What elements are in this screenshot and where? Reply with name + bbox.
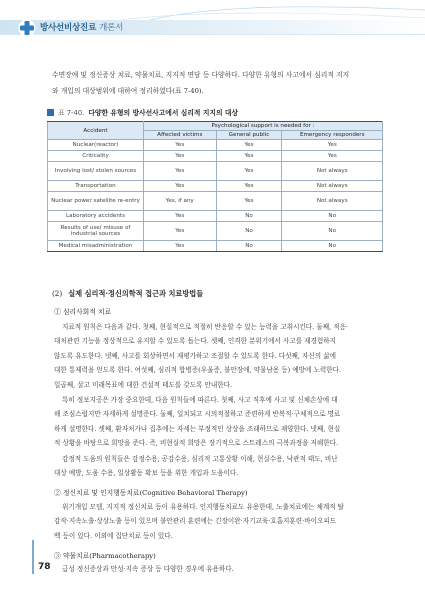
cell-public: Yes	[216, 192, 282, 211]
cell-responders: No	[282, 222, 383, 241]
col-header-accident: Accident	[48, 122, 144, 140]
intro-line: 수면장애 및 정신증상 치료, 약물치료, 지지적 면담 등 다양하다. 다양한 유형의 사고에서 심리적 지지	[52, 71, 350, 79]
text-line: 대한 통제력을 얻도록 한다. 여섯째, 심리적 합병증(우울증, 불안장애, 약물남용 등) 예방에 노력한다.	[54, 366, 342, 375]
cell-responders: Yes	[282, 151, 383, 162]
table-row	[48, 151, 383, 162]
cell-accident: Transportation	[48, 181, 144, 192]
table-caption	[47, 107, 238, 117]
cell-responders: Not always	[282, 181, 383, 192]
table-row	[48, 241, 383, 252]
page-number: 78	[38, 562, 51, 572]
text-line: 대상 예방, 도움 수용, 일상활동 확보 등을 위한 개입과 도움이다.	[54, 469, 239, 478]
cell-responders: Not always	[282, 162, 383, 181]
col-header-victims: Affected victims	[144, 131, 217, 140]
item1-paragraph-3	[54, 452, 384, 481]
table-number: 표 7-40.	[58, 109, 85, 117]
cell-accident: Involving lost/ stolen sources	[48, 162, 144, 181]
item2-heading: ② 정신치료 및 인지행동치료(Cognitive Behavioral Therapy)	[54, 489, 248, 497]
table-row	[48, 140, 383, 151]
cell-responders: Yes	[282, 140, 383, 151]
table-row	[48, 162, 383, 181]
item1-paragraph-1	[54, 320, 384, 392]
text-line: 특히 정보지공은 가장 중요한데, 다음 원칙들에 따른다. 첫째, 사고 직후에 사고 및 신체손상에 대	[62, 396, 338, 404]
cell-responders: Not always	[282, 192, 383, 211]
text-line: 지료적 원칙은 다음과 같다. 첫째, 현실적으로 적절히 반응할 수 있는 능력을 고취시킨다. 둘째, 적응·	[62, 323, 349, 331]
text-line: 적 상황을 바탕으로 희망을 준다. 즉, 비현실적 희망은 장기적으로 스트레스의 극복과정을 저해한다.	[54, 439, 339, 448]
caption-square-icon	[47, 109, 54, 116]
table-row	[48, 211, 383, 222]
text-line: 일곱째, 살고 미래목표에 대한 건설적 태도를 갖도록 안내한다.	[54, 380, 233, 389]
cell-accident: Results of use/ misuse of industrial sources	[48, 222, 144, 241]
text-line: 백 등이 있다. 이외에 집단치료 등이 있다.	[54, 531, 173, 540]
cell-victims: Yes	[144, 211, 217, 222]
text-line: 않도록 유도한다. 넷째, 사고를 회상하면서 재평가하고 조절할 수 있도록 한다. 다섯째, 자신의 삶에	[54, 351, 336, 360]
item1-paragraph-2	[54, 393, 384, 451]
cell-victims: Yes	[144, 241, 217, 252]
header-title	[40, 21, 123, 33]
header-title-main: 방사선비상진료	[40, 23, 97, 33]
intro-paragraph	[52, 67, 382, 99]
section-title: 실제 심리적·정신의학적 접근과 치료방법들	[68, 289, 204, 298]
text-line: 감작·지속노출·상상노출 등이 있으며 불안관리 훈련에는 긴장이완·자기교육·호흡지훈련·바이오피드	[54, 517, 337, 526]
section-number: (2)	[52, 289, 63, 298]
cell-victims: Yes, if any	[144, 192, 217, 211]
cell-public: No	[216, 241, 282, 252]
cell-responders: No	[282, 211, 383, 222]
cell-victims: Yes	[144, 162, 217, 181]
table-title: 다양한 유형의 방사선사고에서 심리적 지지의 대상	[88, 109, 239, 117]
col-header-public: General public	[216, 131, 282, 140]
text-line: 급성 정신증상과 만성·지속 증상 등 다양한 경우에 유용하다.	[62, 565, 234, 573]
cell-responders: No	[282, 241, 383, 252]
text-line: 대처관련 기능을 정상적으로 유지할 수 있도록 돕는다. 셋째, 인격한 분위기에서 사고를 재경험하지	[54, 337, 337, 346]
cell-accident: Criticality	[48, 151, 144, 162]
text-line: 하게 설명한다. 셋째, 환자처가나 집추에는 자세는 부정적인 상상을 조래하므로 재양한다. 넷째, 현실	[54, 424, 341, 433]
col-header-group: Psychological support is needed for :	[144, 122, 383, 131]
support-table	[47, 121, 383, 252]
cell-public: Yes	[216, 162, 282, 181]
cell-public: No	[216, 222, 282, 241]
text-line: 감정적 도움의 원칙들은 감정수용, 공감수용, 심리적 고통상황 이해, 현실수용, 낙관적 태도, 비난	[62, 455, 338, 463]
table-row	[48, 192, 383, 211]
item3-paragraph	[54, 562, 384, 576]
cell-accident: Laboratory accidents	[48, 211, 144, 222]
cell-public: Yes	[216, 181, 282, 192]
cell-victims: Yes	[144, 222, 217, 241]
cell-public: Yes	[216, 140, 282, 151]
cell-accident: Medical misadministration	[48, 241, 144, 252]
text-line: 해 조심스럽지만 자세하게 설명준다. 둘째, 일치되고 시의적절하고 준련하게 반복적·구체적으로 명료	[54, 410, 341, 419]
header-subtitle: 개론서	[99, 23, 124, 33]
section-heading	[52, 289, 203, 299]
item1-heading: ① 심리사회적 치료	[54, 308, 112, 316]
cell-public: Yes	[216, 151, 282, 162]
cell-victims: Yes	[144, 140, 217, 151]
item3-heading: ③ 약물치료(Pharmacotherapy)	[54, 552, 156, 560]
table-row	[48, 222, 383, 241]
plus-icon	[18, 19, 36, 37]
cell-public: No	[216, 211, 282, 222]
table-row	[48, 181, 383, 192]
page-header	[0, 0, 425, 46]
col-header-responders: Emergency responders	[282, 131, 383, 140]
text-line: 위기개입 모델, 지지적 정신치료 등이 유용하다. 인지행동치료도 유용한데, 노출치료에는 체계적 탈	[62, 503, 345, 511]
item2-paragraph	[54, 500, 384, 543]
cell-accident: Nuclear power satellite re-entry	[48, 192, 144, 211]
intro-line: 와 개입의 대상범위에 대하여 정리하였다(표 7-40).	[52, 87, 204, 95]
cell-victims: Yes	[144, 181, 217, 192]
cell-accident: Nuclear(reactor)	[48, 140, 144, 151]
cell-victims: Yes	[144, 151, 217, 162]
page-number-bar	[32, 540, 34, 574]
